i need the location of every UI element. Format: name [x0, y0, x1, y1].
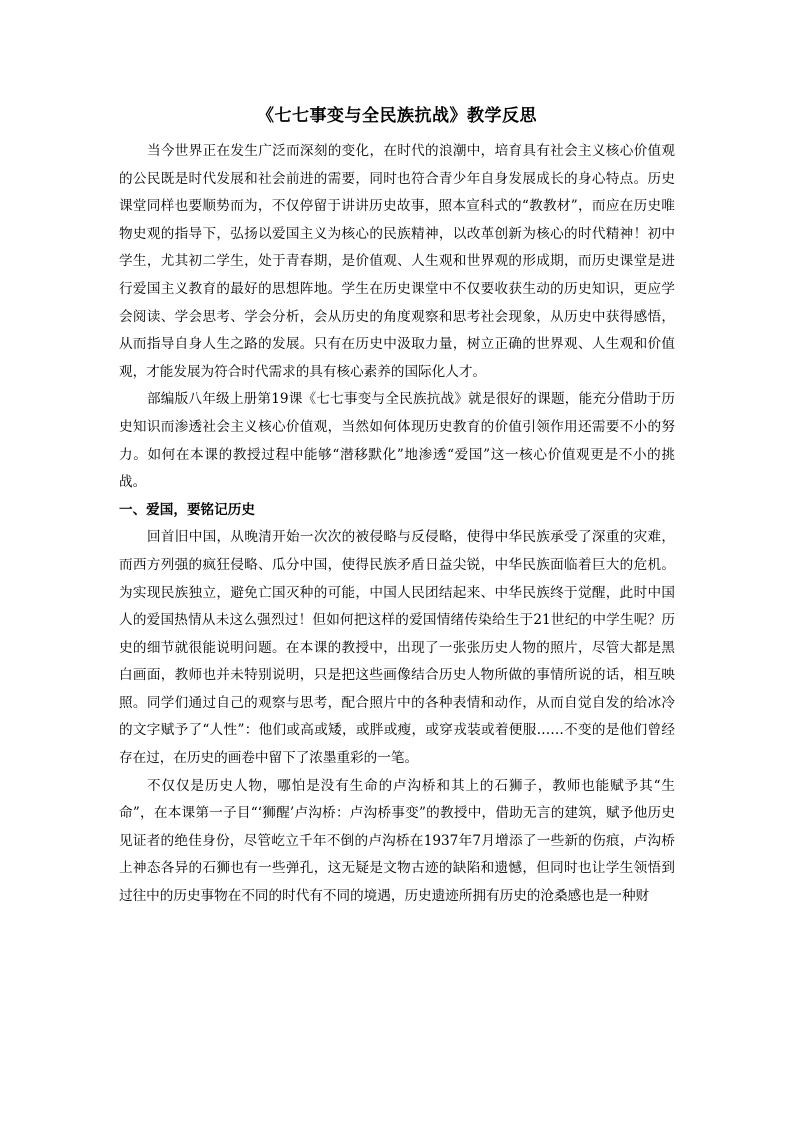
intro-paragraph-1: 当今世界正在发生广泛而深刻的变化，在时代的浪潮中，培育具有社会主义核心价值观的公民既是时代发展和社会前进的需要，同时也符合青少年自身发展成长的身心特点。历史课堂同样也要顺势而为，不仅停留于讲讲历史故事，照本宣科式的“教教材”，而应在历史唯物史观的指导下，弘扬以爱国主义为核心的民族精神，以改革创新为核心的时代精神！初中学生，尤其初二学生，处于青春期，是价值观、人生观和世界观的形成期，而历史课堂是进行爱国主义教育的最好的思想阵地。学生在历史课堂中不仅要收获生动的历史知识，更应学会阅读、学会思考、学会分析，会从历史的角度观察和思考社会现象，从历史中获得感悟，从而指导自身人生之路的发展。只有在历史中汲取力量，树立正确的世界观、人生观和价值观，才能发展为符合时代需求的具有核心素养的国际化人才。 [119, 143, 675, 380]
intro-paragraph-2: 部编版八年级上册第19课《七七事变与全民族抗战》就是很好的课题，能充分借助于历史知识而渗透社会主义核心价值观，当然如何体现历史教育的价值引领作用还需要不小的努力。如何在本课的教授过程中能够“潜移默化”地渗透“爱国”这一核心价值观更是不小的挑战。 [119, 391, 675, 491]
document-title: 《七七事变与全民族抗战》教学反思 [257, 106, 537, 126]
section-paragraph-2: 不仅仅是历史人物，哪怕是没有生命的卢沟桥和其上的石狮子，教师也能赋予其“生命”，在本课第一子目“‘狮醒’卢沟桥：卢沟桥事变”的教授中，借助无言的建筑，赋予他历史见证者的绝佳身份，尽管屹立千年不倒的卢沟桥在1937年7月增添了一些新的伤痕，卢沟桥上神态各异的石狮也有一些弹孔，这无疑是文物古迹的缺陷和遗憾，但同时也让学生领悟到过往中的历史事物在不同的时代有不同的境遇，历史遗迹所拥有历史的沧桑感也是一种财 [119, 777, 675, 905]
section-heading: 一、爱国，要铭记历史 [119, 501, 255, 518]
section-paragraph-1: 回首旧中国，从晚清开始一次次的被侵略与反侵略，使得中华民族承受了深重的灾难，而西方列强的疯狂侵略、瓜分中国，使得民族矛盾日益尖锐，中华民族面临着巨大的危机。为实现民族独立，避免亡国灭种的可能，中国人民团结起来、中华民族终于觉醒，此时中国人的爱国热情从未这么强烈过！但如何把这样的爱国情绪传染给生于21世纪的中学生呢？历史的细节就很能说明问题。在本课的教授中，出现了一张张历史人物的照片，尽管大都是黑白画面，教师也并未特别说明，只是把这些画像结合历史人物所做的事情所说的话，相互映照。同学们通过自己的观察与思考，配合照片中的各种表情和动作，从而自觉自发的给冰冷的文字赋予了“人性”：他们或高或矮，或胖或瘦，或穿戎装或着便服……不变的是他们曾经存在过，在历史的画卷中留下了浓墨重彩的一笔。 [119, 529, 675, 767]
document-body [119, 98, 675, 911]
